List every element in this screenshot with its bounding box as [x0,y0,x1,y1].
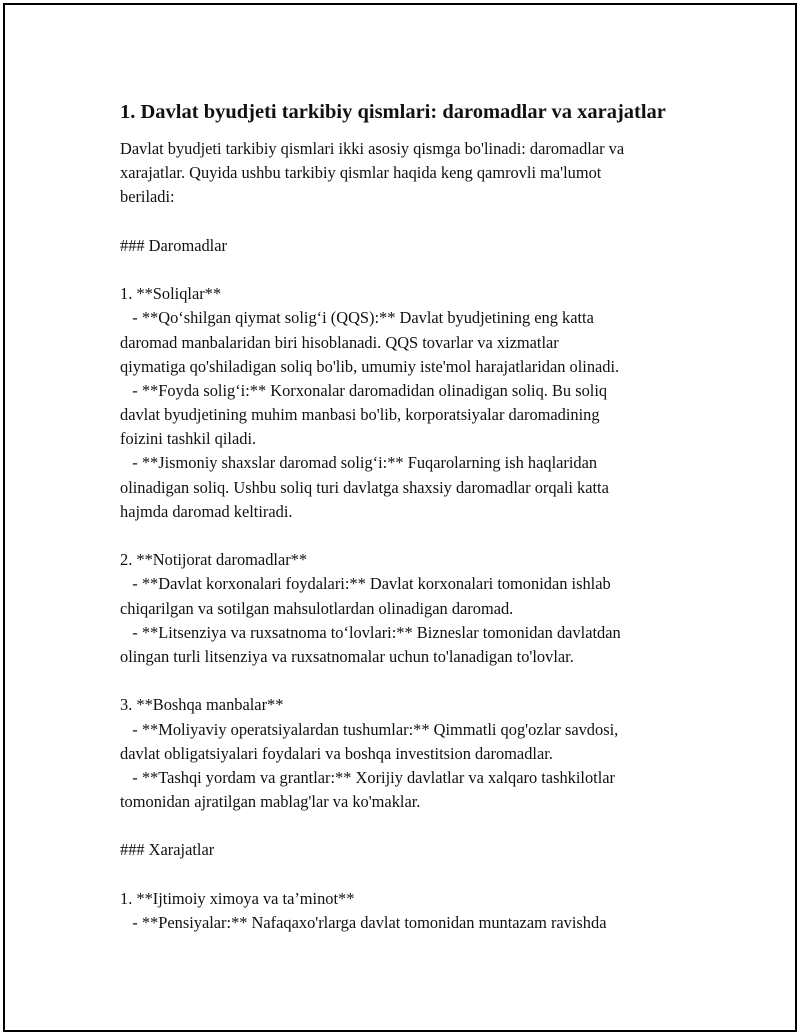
text-line: Davlat byudjeti tarkibiy qismlari ikki asosiy qismga bo'linadi: daromadlar va [120,139,625,158]
blank-line [120,669,700,693]
list-item: - **Davlat korxonalari foydalari:** Davlat korxonalari tomonidan ishlab [120,574,611,594]
list-item: - **Foyda solig‘i:** Korxonalar daromadidan olinadigan soliq. Bu soliq [120,380,608,400]
list-heading: 1. **Soliqlar** [120,284,222,304]
text-line: tomonidan ajratilgan mablag'lar va ko'maklar. [120,792,421,812]
list-heading: 3. **Boshqa manbalar** [120,695,284,715]
list-heading: 1. **Ijtimoiy ximoya va ta’minot** [120,888,355,908]
text-line: daromad manbalaridan biri hisoblanadi. QQS tovarlar va xizmatlar [120,332,559,352]
blank-line [120,258,700,282]
text-line: davlat byudjetining muhim manbasi bo'lib, korporatsiyalar daromadining [120,405,600,425]
text-line: foizini tashkil qiladi. [120,429,257,449]
text-line: hajmda daromad keltiradi. [120,501,293,521]
blank-line [120,210,700,234]
document-page [3,3,797,1032]
text-line: olingan turli litsenziya va ruxsatnomalar uchun to'lanadigan to'lovlar. [120,646,574,666]
text-line: xarajatlar. Quyida ushbu tarkibiy qismlar haqida keng qamrovli ma'lumot [120,163,602,183]
section-heading: ### Xarajatlar [120,840,215,860]
list-item: - **Litsenziya va ruxsatnoma to‘lovlari:** Bizneslar tomonidan davlatdan [120,622,621,642]
document-title: 1. Davlat byudjeti tarkibiy qismlari: daromadlar va xarajatlar [120,101,666,123]
text-line: davlat obligatsiyalari foydalari va boshqa investitsion daromadlar. [120,743,553,763]
blank-line [120,524,700,548]
list-item: - **Pensiyalar:** Nafaqaxo'rlarga davlat tomonidan muntazam ravishda [120,913,607,932]
section-heading: ### Daromadlar [120,235,227,255]
text-line: qiymatiga qo'shiladigan soliq bo'lib, umumiy iste'mol harajatlaridan olinadi. [120,356,620,376]
blank-line [120,863,700,887]
blank-line [120,814,700,838]
list-item: - **Qo‘shilgan qiymat solig‘i (QQS):** Davlat byudjetining eng katta [120,308,594,328]
list-item: - **Tashqi yordam va grantlar:** Xorijiy davlatlar va xalqaro tashkilotlar [120,767,615,787]
text-line: chiqarilgan va sotilgan mahsulotlardan olinadigan daromad. [120,598,514,618]
document-body [120,137,700,935]
list-item: - **Moliyaviy operatsiyalardan tushumlar:** Qimmatli qog'ozlar savdosi, [120,719,619,739]
text-line: olinadigan soliq. Ushbu soliq turi davlatga shaxsiy daromadlar orqali katta [120,477,609,497]
document-content [120,99,700,935]
list-heading: 2. **Notijorat daromadlar** [120,550,308,570]
list-item: - **Jismoniy shaxslar daromad solig‘i:** Fuqarolarning ish haqlaridan [120,453,598,473]
text-line: beriladi: [120,187,175,207]
